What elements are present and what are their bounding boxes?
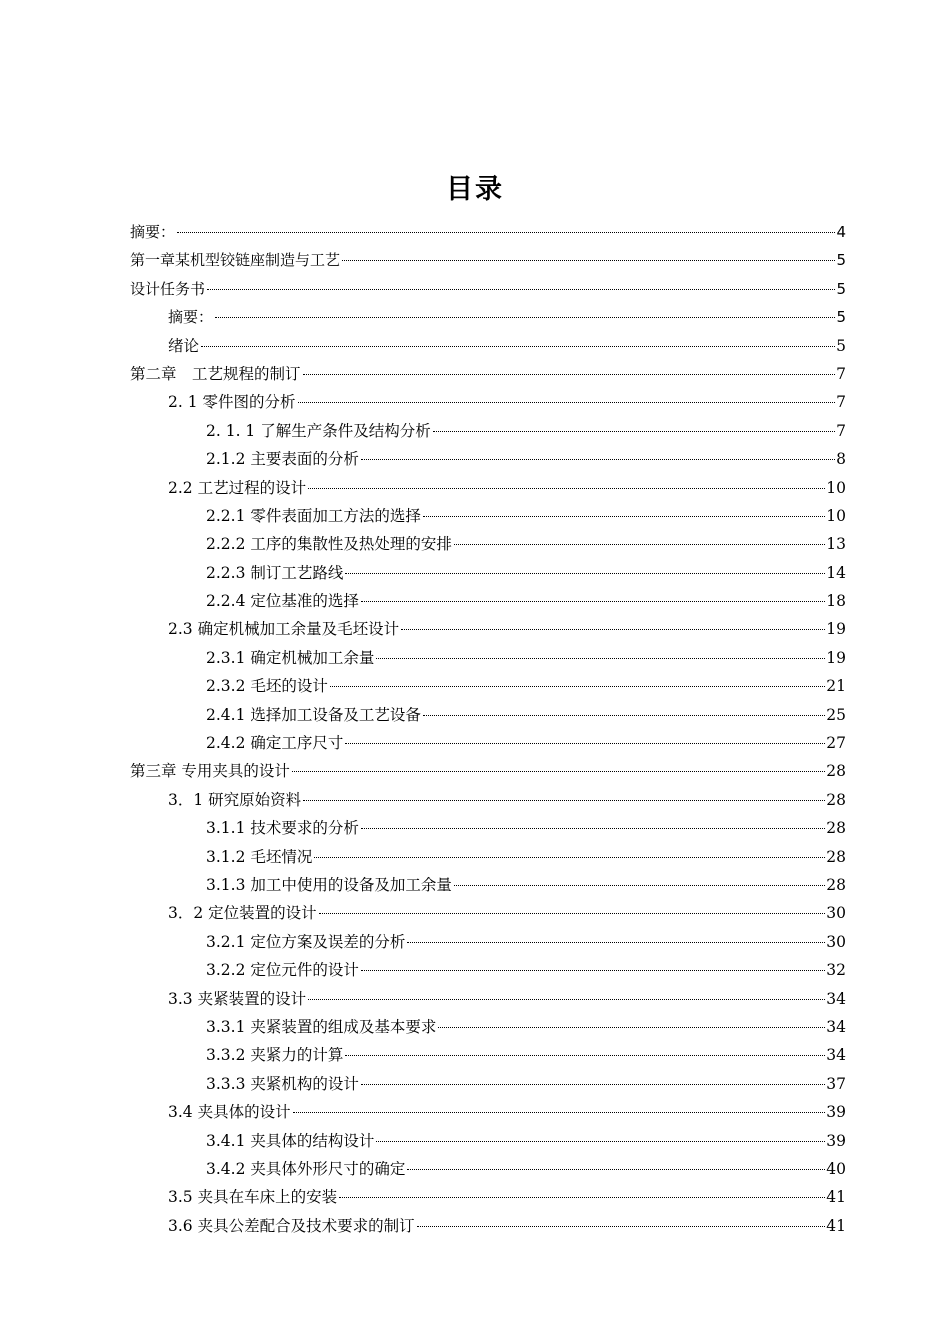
toc-entry[interactable] <box>130 1041 846 1069</box>
toc-entry-label: 摘要： <box>130 223 176 241</box>
toc-entry[interactable] <box>130 474 846 502</box>
toc-dot-leader <box>345 743 825 744</box>
toc-entry[interactable] <box>130 814 846 842</box>
toc-entry-label: 2.3.1 确定机械加工余量 <box>206 648 375 667</box>
toc-dot-leader <box>438 1027 825 1028</box>
toc-dot-leader <box>177 232 835 233</box>
toc-entry-page-number: 28 <box>826 875 846 894</box>
toc-entry[interactable] <box>130 1155 846 1183</box>
toc-entry-label: 3.4 夹具体的设计 <box>168 1103 291 1122</box>
toc-entry[interactable] <box>130 871 846 899</box>
toc-entry-label: 2.2.1 零件表面加工方法的选择 <box>206 506 421 525</box>
toc-entry-label: 设计任务书 <box>130 279 206 298</box>
toc-dot-leader <box>423 715 825 716</box>
toc-entry-page-number: 40 <box>826 1159 846 1178</box>
toc-entry-page-number: 28 <box>826 790 846 809</box>
toc-entry-page-number: 34 <box>826 989 846 1008</box>
toc-entry[interactable] <box>130 615 846 643</box>
toc-dot-leader <box>298 402 836 403</box>
toc-entry-page-number: 39 <box>826 1103 846 1122</box>
toc-entry-label: 绪论 <box>168 336 200 355</box>
toc-dot-leader <box>361 601 825 602</box>
toc-dot-leader <box>345 1055 825 1056</box>
toc-entry[interactable] <box>130 1127 846 1155</box>
toc-dot-leader <box>433 431 835 432</box>
toc-entry-page-number: 4 <box>836 223 846 241</box>
toc-entry-label: 3.3 夹紧装置的设计 <box>168 989 307 1008</box>
toc-entry-label: 2. 1. 1 了解生产条件及结构分析 <box>206 421 431 440</box>
toc-entry[interactable] <box>130 757 846 785</box>
toc-dot-leader <box>207 289 835 290</box>
toc-dot-leader <box>401 629 825 630</box>
toc-dot-leader <box>361 828 825 829</box>
toc-entry-label: 2.4.1 选择加工设备及工艺设备 <box>206 705 421 724</box>
toc-entry-label: 2.4.2 确定工序尺寸 <box>206 734 344 753</box>
toc-entry-page-number: 10 <box>826 506 846 525</box>
toc-dot-leader <box>308 488 825 489</box>
toc-entry-page-number: 41 <box>826 1188 846 1207</box>
toc-entry-label: 2.3.2 毛坯的设计 <box>206 677 328 696</box>
toc-entry-label: 第一章某机型铰链座制造与工艺 <box>130 251 341 270</box>
toc-entry-label: 2.2.4 定位基准的选择 <box>206 592 359 611</box>
toc-entry[interactable] <box>130 246 846 274</box>
toc-entry-page-number: 10 <box>826 478 846 497</box>
toc-entry-page-number: 34 <box>826 1046 846 1065</box>
toc-dot-leader <box>293 1112 826 1113</box>
toc-dot-leader <box>417 1226 826 1227</box>
toc-dot-leader <box>407 942 825 943</box>
toc-entry-page-number: 19 <box>826 648 846 667</box>
toc-entry-label: 2.2.3 制订工艺路线 <box>206 563 344 582</box>
toc-entry-label: 3．2 定位装置的设计 <box>168 904 317 923</box>
toc-entry[interactable] <box>130 1183 846 1211</box>
toc-entry-page-number: 7 <box>836 393 846 412</box>
toc-entry-page-number: 19 <box>826 620 846 639</box>
toc-dot-leader <box>361 970 825 971</box>
toc-entry[interactable] <box>130 388 846 416</box>
toc-entry[interactable] <box>130 672 846 700</box>
toc-entry-label: 第二章 工艺规程的制订 <box>130 364 301 383</box>
toc-entry[interactable] <box>130 587 846 615</box>
toc-dot-leader <box>376 658 825 659</box>
toc-entry-label: 3.6 夹具公差配合及技术要求的制订 <box>168 1216 415 1235</box>
toc-entry[interactable] <box>130 786 846 814</box>
toc-entry[interactable] <box>130 559 846 587</box>
toc-entry-page-number: 7 <box>836 364 846 383</box>
toc-entry-label: 3.4.1 夹具体的结构设计 <box>206 1131 375 1150</box>
toc-entry-page-number: 14 <box>826 563 846 582</box>
toc-entry-label: 2.1.2 主要表面的分析 <box>206 450 359 469</box>
toc-entry-label: 第三章 专用夹具的设计 <box>130 762 290 781</box>
toc-entry-label: 3.2.1 定位方案及误差的分析 <box>206 932 406 951</box>
toc-entry-label: 2. 1 零件图的分析 <box>168 393 296 412</box>
toc-entry-label: 2.3 确定机械加工余量及毛坯设计 <box>168 620 400 639</box>
toc-dot-leader <box>454 885 825 886</box>
toc-dot-leader <box>376 1141 825 1142</box>
toc-dot-leader <box>303 800 825 801</box>
toc-entry-page-number: 34 <box>826 1017 846 1036</box>
toc-dot-leader <box>361 459 835 460</box>
toc-entry[interactable] <box>130 332 846 360</box>
toc-entry-page-number: 18 <box>826 592 846 611</box>
toc-entry-page-number: 27 <box>826 734 846 753</box>
toc-dot-leader <box>454 544 825 545</box>
toc-entry-label: 2.2.2 工序的集散性及热处理的安排 <box>206 535 452 554</box>
toc-entry[interactable] <box>130 729 846 757</box>
toc-entry-label: 3.2.2 定位元件的设计 <box>206 961 359 980</box>
toc-dot-leader <box>215 317 835 318</box>
toc-entry-page-number: 13 <box>826 535 846 554</box>
toc-entry-label: 3.4.2 夹具体外形尺寸的确定 <box>206 1159 406 1178</box>
toc-entry[interactable] <box>130 530 846 558</box>
toc-entry[interactable] <box>130 417 846 445</box>
toc-entry[interactable] <box>130 899 846 927</box>
toc-entry-label: 3．1 研究原始资料 <box>168 790 302 809</box>
toc-entry[interactable] <box>130 445 846 473</box>
toc-entry-page-number: 5 <box>836 308 846 327</box>
toc-entry-label: 3.3.2 夹紧力的计算 <box>206 1046 344 1065</box>
toc-dot-leader <box>361 1084 825 1085</box>
toc-dot-leader <box>303 374 836 375</box>
toc-entry-label: 3.1.3 加工中使用的设备及加工余量 <box>206 875 452 894</box>
toc-entry[interactable] <box>130 275 846 303</box>
toc-entry-page-number: 5 <box>836 251 846 270</box>
toc-dot-leader <box>407 1169 825 1170</box>
toc-dot-leader <box>201 346 835 347</box>
toc-entry-label: 3.1.1 技术要求的分析 <box>206 819 359 838</box>
toc-entry-page-number: 32 <box>826 961 846 980</box>
toc-entry[interactable] <box>130 1098 846 1126</box>
toc-entry-page-number: 7 <box>836 421 846 440</box>
toc-entry-label: 3.5 夹具在车床上的安装 <box>168 1188 338 1207</box>
toc-entry-page-number: 37 <box>826 1074 846 1093</box>
toc-entry[interactable] <box>130 360 846 388</box>
toc-entry-page-number: 5 <box>836 279 846 298</box>
toc-entry-label: 2.2 工艺过程的设计 <box>168 478 307 497</box>
toc-dot-leader <box>308 999 825 1000</box>
toc-entry-page-number: 28 <box>826 819 846 838</box>
toc-entry-page-number: 5 <box>836 336 846 355</box>
toc-entry-label: 3.3.3 夹紧机构的设计 <box>206 1074 359 1093</box>
toc-dot-leader <box>423 516 825 517</box>
toc-entry[interactable] <box>130 843 846 871</box>
toc-entry[interactable] <box>130 502 846 530</box>
toc-entry[interactable] <box>130 985 846 1013</box>
toc-entry-label: 3.1.2 毛坯情况 <box>206 847 313 866</box>
toc-entry-page-number: 41 <box>826 1216 846 1235</box>
toc-dot-leader <box>292 771 825 772</box>
toc-entry-page-number: 39 <box>826 1131 846 1150</box>
page-title: 目录 <box>446 174 504 205</box>
toc-entry[interactable] <box>130 218 846 246</box>
toc-dot-leader <box>339 1197 825 1198</box>
toc-entry[interactable] <box>130 1212 846 1240</box>
toc-entry-page-number: 30 <box>826 904 846 923</box>
toc-dot-leader <box>345 573 825 574</box>
toc-entry-label: 摘要： <box>168 308 214 327</box>
toc-entry-page-number: 30 <box>826 932 846 951</box>
toc-entry-page-number: 28 <box>826 762 846 781</box>
toc-entry-page-number: 25 <box>826 705 846 724</box>
table-of-contents <box>130 218 846 1240</box>
toc-entry[interactable] <box>130 644 846 672</box>
toc-entry[interactable] <box>130 701 846 729</box>
toc-entry-page-number: 21 <box>826 677 846 696</box>
toc-dot-leader <box>314 857 825 858</box>
toc-entry-page-number: 28 <box>826 847 846 866</box>
toc-entry[interactable] <box>130 303 846 331</box>
toc-entry[interactable] <box>130 1013 846 1041</box>
toc-entry[interactable] <box>130 1070 846 1098</box>
toc-entry[interactable] <box>130 956 846 984</box>
toc-dot-leader <box>342 260 835 261</box>
toc-dot-leader <box>330 686 825 687</box>
toc-entry-page-number: 8 <box>836 450 846 469</box>
toc-entry[interactable] <box>130 928 846 956</box>
toc-dot-leader <box>319 913 826 914</box>
toc-entry-label: 3.3.1 夹紧装置的组成及基本要求 <box>206 1017 437 1036</box>
